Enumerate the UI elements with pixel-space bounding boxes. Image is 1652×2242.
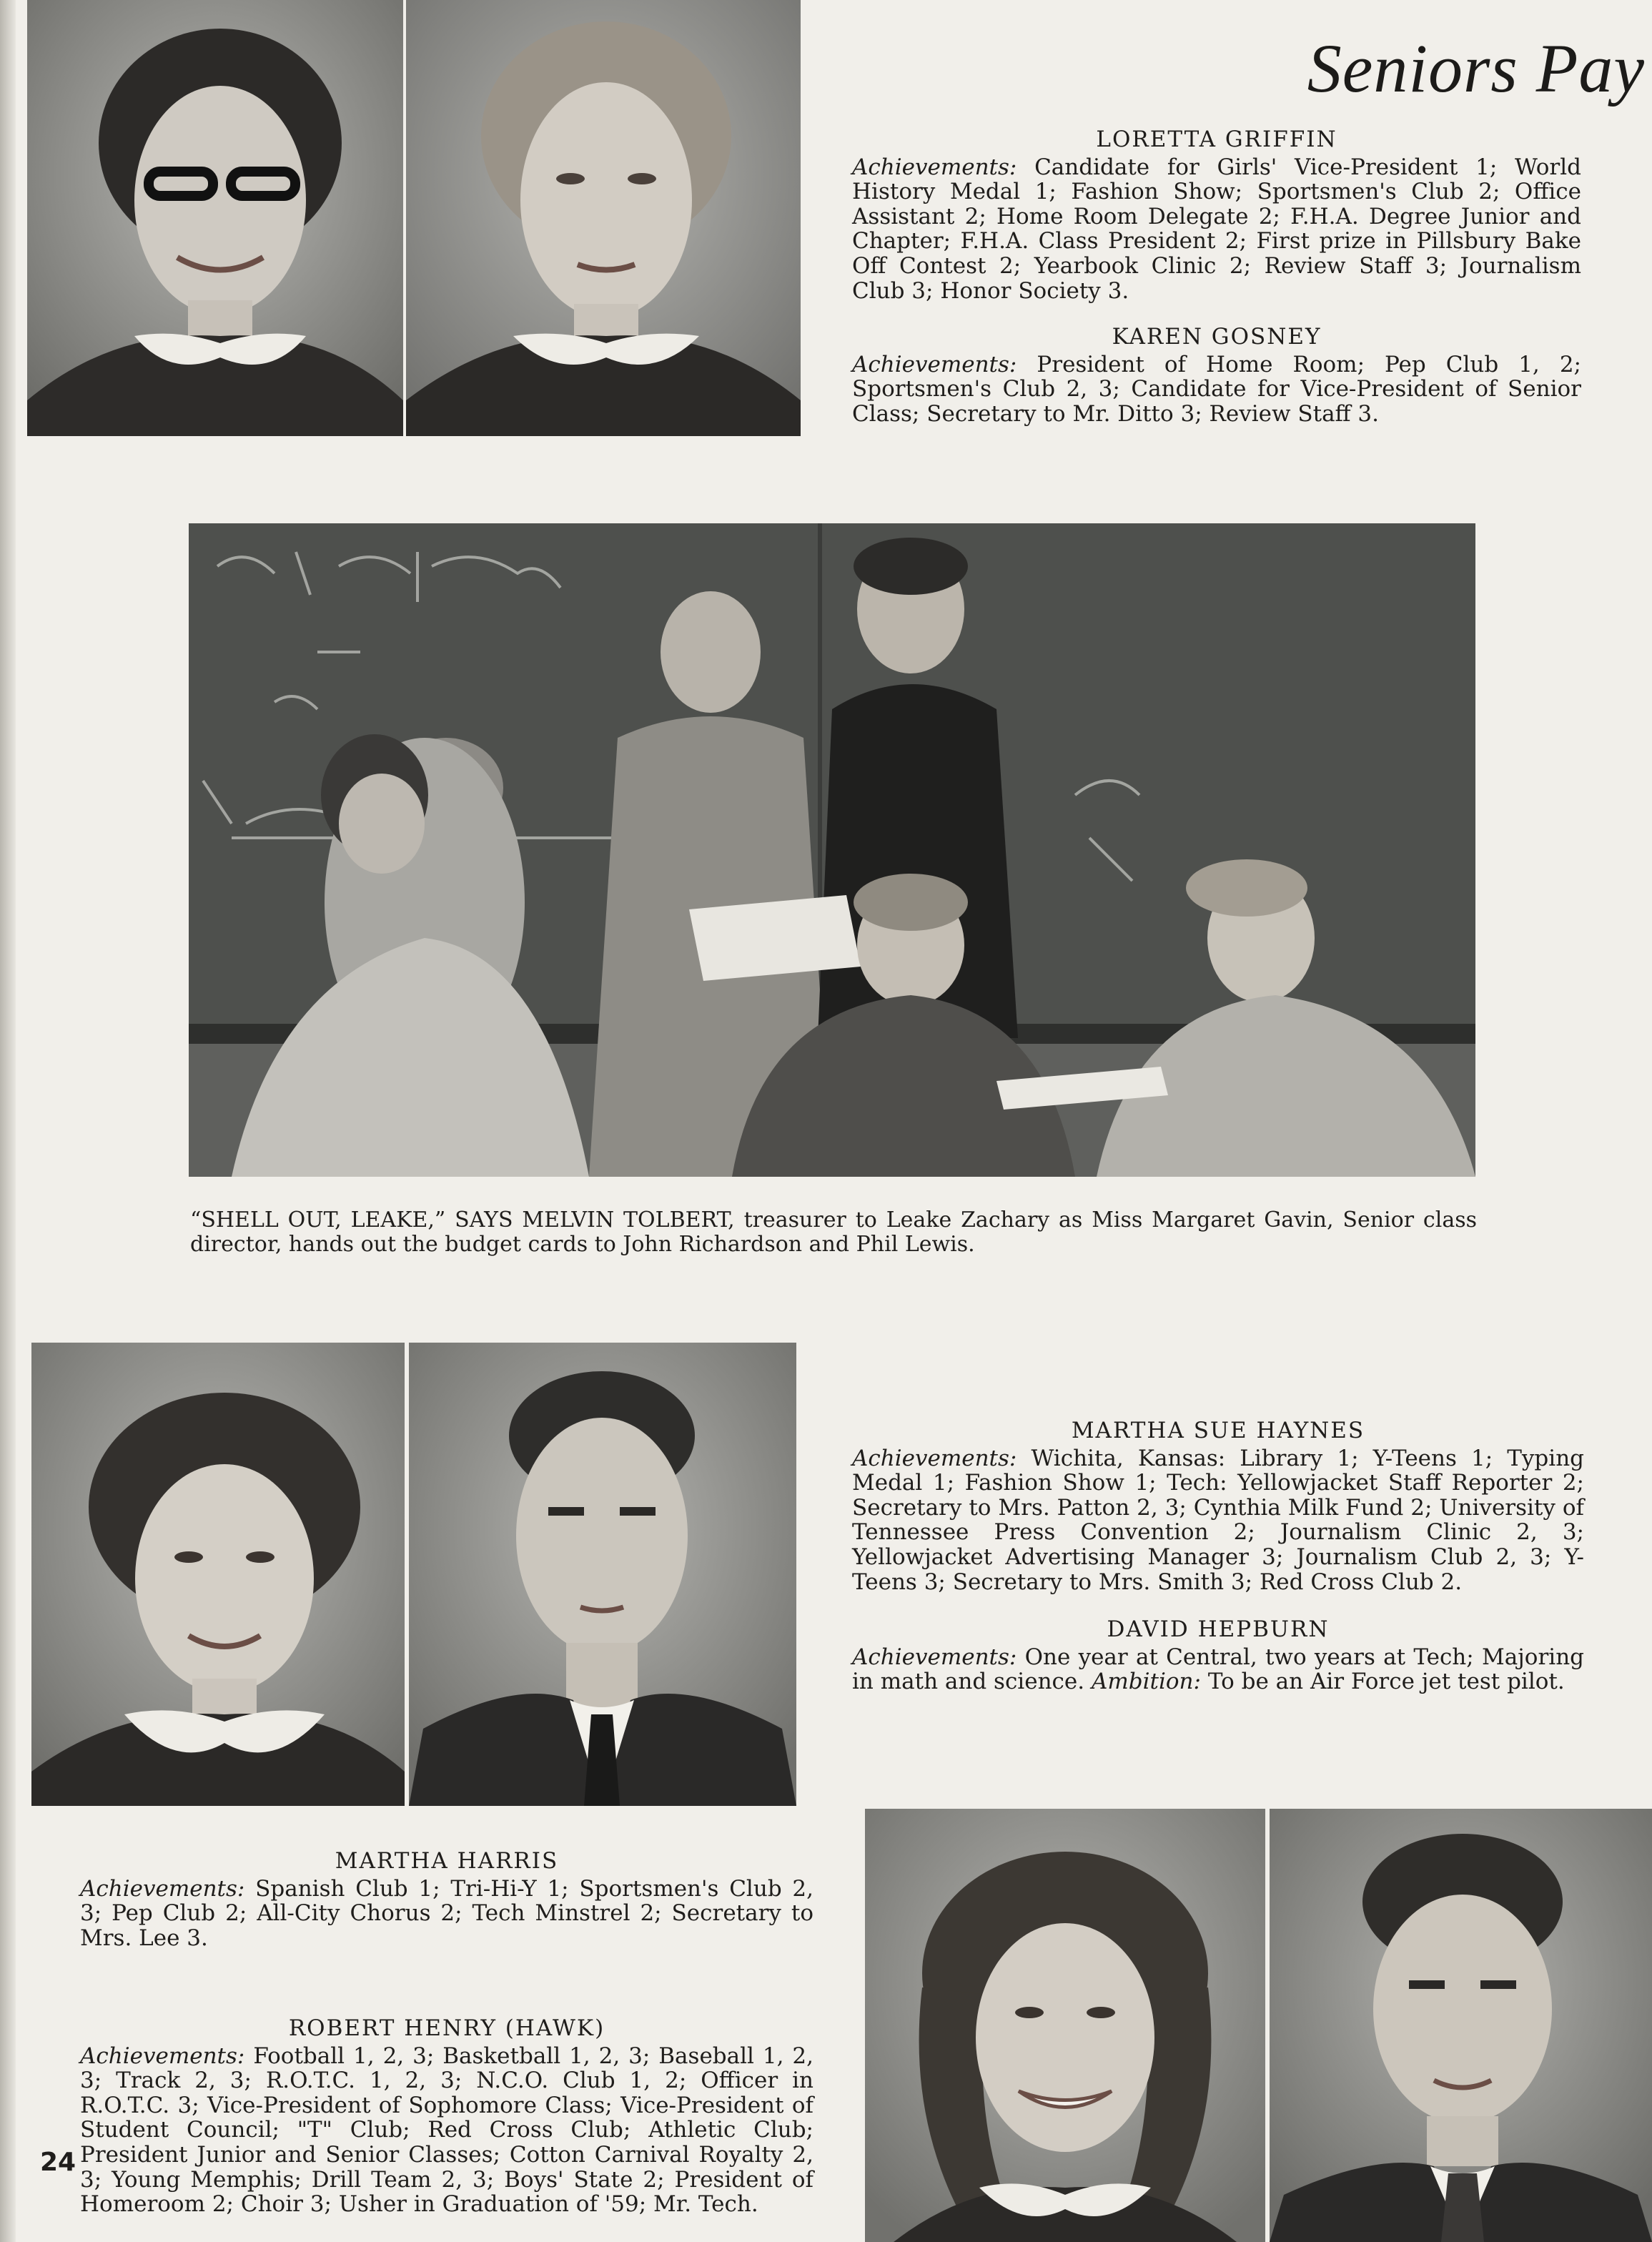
ambition-text: To be an Air Force jet test pilot. <box>1207 1669 1565 1695</box>
page-title: Seniors Pay <box>1307 30 1645 107</box>
portrait-david-hepburn <box>409 1343 796 1806</box>
achievements-label: Achievements: <box>80 1875 245 1902</box>
achievements-label: Achievements: <box>852 1644 1017 1670</box>
senior-name: MARTHA HARRIS <box>335 1848 559 1874</box>
achievements-label: Achievements: <box>852 154 1017 180</box>
bio-david-hepburn <box>852 1617 1584 1707</box>
classroom-group-photo <box>189 523 1475 1177</box>
senior-name: KAREN GOSNEY <box>1112 324 1322 350</box>
page-binding-edge <box>0 0 16 2242</box>
achievements-text: Wichita, Kansas: Library 1; Y-Teens 1; Typing Medal 1; Fashion Show 1; Tech: Yellowjacket Staff Reporter 2; Secretary to Mrs. Patton 2, 3; Cynthia Milk Fund 2; University of Tennessee Press Convention 2; Journalism Clinic 2, 3; Yellowjacket Advertising Manager 3; Journalism Club 2, 3; Y-Teens 3; Secretary to Mrs. Smith 3; Red Cross Club 2. <box>852 1445 1585 1595</box>
achievements-text: President of Home Room; Pep Club 1, 2; Sportsmen's Club 2, 3; Candidate for Vice-President of Senior Class; Secretary to Mr. Ditto 3; Review Staff 3. <box>852 351 1581 427</box>
achievements-text: Spanish Club 1; Tri-Hi-Y 1; Sportsmen's Club 2, 3; Pep Club 2; All-City Chorus 2; Tech Minstrel 2; Secretary to Mrs. Lee 3. <box>80 1875 813 1951</box>
bio-martha-harris <box>80 1849 813 1963</box>
page-number: 24 <box>40 2148 76 2177</box>
bio-robert-henry <box>80 2016 813 2230</box>
portrait-robert-henry <box>1270 1809 1652 2242</box>
achievements-label: Achievements: <box>852 1445 1017 1471</box>
photo-caption: “SHELL OUT, LEAKE,” SAYS MELVIN TOLBERT, treasurer to Leake Zachary as Miss Margaret Gavin, Senior class director, hands out the budget cards to John Richardson and Phil Lewis. <box>190 1208 1477 1257</box>
portrait-martha-harris <box>865 1809 1265 2242</box>
bio-karen-gosney <box>852 325 1581 439</box>
portrait-karen-gosney <box>406 0 801 436</box>
senior-name: MARTHA SUE HAYNES <box>1071 1418 1365 1443</box>
achievements-text: Football 1, 2, 3; Basketball 1, 2, 3; Baseball 1, 2, 3; Track 2, 3; R.O.T.C. 1, 2, 3; N.C.O. Club 1, 2; Officer in R.O.T.C. 3; Vice-President of Sophomore Class; Vice-President of Student Council; "T" Club; Red Cross Club; Athletic Club; President Junior and Senior Classes; Cotton Carnival Royalty 2, 3; Young Memphis; Drill Team 2, 3; Boys' State 2; President of Homeroom 2; Choir 3; Usher in Graduation of '59; Mr. Tech. <box>80 2043 814 2218</box>
achievements-label: Achievements: <box>852 351 1017 377</box>
portrait-loretta-griffin <box>27 0 403 436</box>
senior-name: DAVID HEPBURN <box>1107 1616 1330 1642</box>
portrait-martha-sue-haynes <box>31 1343 405 1806</box>
senior-name: LORETTA GRIFFIN <box>1096 127 1337 152</box>
ambition-label: Ambition: <box>1091 1669 1201 1695</box>
bio-martha-sue-haynes <box>852 1418 1584 1607</box>
achievements-label: Achievements: <box>80 2043 245 2069</box>
senior-name: ROBERT HENRY (HAWK) <box>288 2015 605 2041</box>
achievements-text: Candidate for Girls' Vice-President 1; World History Medal 1; Fashion Show; Sportsmen's Club 2; Office Assistant 2; Home Room Delegate 2; F.H.A. Degree Junior and Chapter; F.H.A. Class President 2; First prize in Pillsbury Bake Off Contest 2; Yearbook Clinic 2; Review Staff 3; Journalism Club 3; Honor Society 3. <box>852 154 1581 304</box>
bio-loretta-griffin <box>852 127 1581 316</box>
achievements-text: One year at Central, two years at Tech; Majoring in math and science. <box>852 1644 1584 1695</box>
